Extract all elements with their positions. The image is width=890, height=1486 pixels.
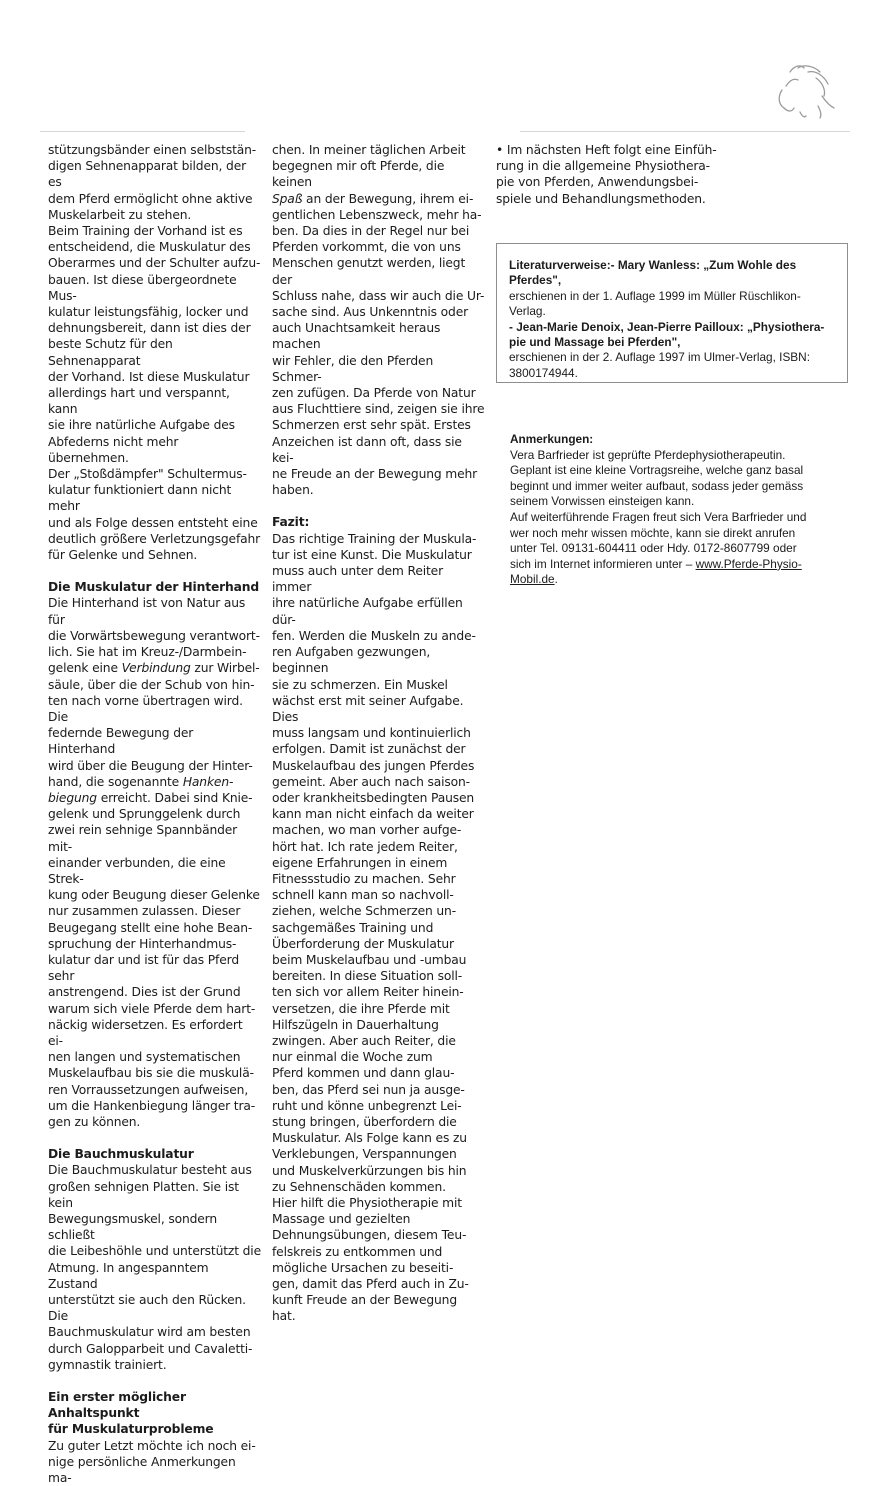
section-heading-hinterhand: Die Muskulatur der Hinterhand <box>48 580 260 595</box>
notes-body: Vera Barfrieder ist geprüfte Pferdephysiotherapeutin. Geplant ist eine kleine Vortragsreihe, welche ganz basal beginnt und immer weiter aufbaut, sodass jeder gemäss seinem Vorwissen einsteigen kann. Auf weiterführende Fragen freut sich Vera Barfrieder und wer noch mehr wissen möchte, kann sie direkt anrufen unter Tel. 09131-604411 oder Hdy. 0172-8607799 oder sich im Internet informieren unter – www.Pferde-Physio- Mobil.de. <box>510 447 807 587</box>
notes-section <box>510 432 840 588</box>
literature-ref-1-title: Literaturverweise:- Mary Wanless: „Zum Wohle des Pferdes", <box>509 258 797 288</box>
section-heading-fazit: Fazit: <box>272 515 310 530</box>
paragraph: Zu guter Letzt möchte ich noch ei- nige persönliche Anmerkungen ma- <box>48 1438 256 1486</box>
column-2 <box>272 142 485 1325</box>
literature-ref-1-details: erschienen in der 1. Auflage 1999 im Müller Rüschlikon- Verlag. <box>509 288 801 319</box>
literature-ref-2-details: erschienen in der 2. Auflage 1997 im Ulmer-Verlag, ISBN: 3800174944. <box>509 350 810 380</box>
website-link[interactable]: www.Pferde-Physio- Mobil.de <box>510 556 802 587</box>
header-rule-left <box>40 131 245 132</box>
horse-head-logo <box>760 62 840 124</box>
paragraph: Die Hinterhand ist von Natur aus für die Vorwärtsbewegung verantwort- lich. Sie hat im Kreuz-/Darmbein- gelenk eine Verbindung zur Wirbel- säule, über die der Schub von hin- ten nach vorne übertragen wird. Die federnde Bewegung der Hinterhand wird über die Beugung der Hinter- hand, die sogenannte Hanken- biegung erreicht. Dabei sind Knie- gelenk und Sprunggelenk durch zwei rein sehnige Spannbänder mit- einander verbunden, die eine Strek- kung oder Beugung dieser Gelenke nur zusammen zulassen. Dieser Beugegang stellt eine hohe Bean- spruchung der Hinterhandmus- kulatur dar und ist für das Pferd sehr anstrengend. Dies ist der Grund warum sich viele Pferde dem hart- näckig widersetzen. Es erfordert ei- nen langen und systematischen Muskelaufbau bis sie die muskulä- ren Vorraussetzungen aufweisen, um die Hankenbiegung länger tra- gen zu können. <box>48 596 260 1129</box>
column-3 <box>496 142 726 207</box>
notes-heading: Anmerkungen: <box>510 432 594 446</box>
paragraph: Die Bauchmuskulatur besteht aus großen sehnigen Platten. Sie ist kein Bewegungsmuskel, sondern schließt die Leibeshöhle und unterstützt die Atmung. In angespanntem Zustand unterstützt sie auch den Rücken. Die Bauchmuskulatur wird am besten durch Galopparbeit und Cavaletti- gymnastik trainiert. <box>48 1163 261 1372</box>
section-heading-bauchmuskulatur: Die Bauchmuskulatur <box>48 1147 194 1162</box>
header-rule-right <box>520 131 850 132</box>
section-heading-anhaltspunkt: Ein erster möglicher Anhaltspunkt für Muskulaturprobleme <box>48 1390 214 1437</box>
paragraph: chen. In meiner täglichen Arbeit begegnen mir oft Pferde, die keinen Spaß an der Bewegung, ihrem ei- gentlichen Lebenszweck, mehr ha- ben. Da dies in der Regel nur bei Pferden vorkommt, die von uns Menschen genutzt werden, liegt der Schluss nahe, dass wir auch die Ur- sache sind. Aus Unkenntnis oder auch Unachtsamkeit heraus machen wir Fehler, die den Pferden Schmer- zen zufügen. Da Pferde von Natur aus Fluchttiere sind, zeigen sie ihre Schmerzen erst sehr spät. Erstes Anzeichen ist dann oft, dass sie kei- ne Freude an der Bewegung mehr haben. <box>272 143 485 498</box>
paragraph: Das richtige Training der Muskula- tur ist eine Kunst. Die Muskulatur muss auch unter dem Reiter immer ihre natürliche Aufgabe erfüllen dür- fen. Werden die Muskeln zu ande- ren Aufgaben gezwungen, beginnen sie zu schmerzen. Ein Muskel wächst erst mit seiner Aufgabe. Dies muss langsam und kontinuierlich erfolgen. Damit ist zunächst der Muskelaufbau des jungen Pferdes gemeint. Aber auch nach saison- oder krankheitsbedingten Pausen kann man nicht einfach da weiter machen, wo man vorher aufge- hört hat. Ich rate jedem Reiter, eigene Erfahrungen in einem Fitnessstudio zu machen. Sehr schnell kann man so nachvoll- ziehen, welche Schmerzen un- sachgemäßes Training und Überforderung der Muskulatur beim Muskelaufbau und -umbau bereiten. In diese Situation soll- ten sich vor allem Reiter hinein- versetzen, die ihre Pferde mit Hilfszügeln in Dauerhaltung zwingen. Aber auch Reiter, die nur einmal die Woche zum Pferd kommen und dann glau- ben, das Pferd sei nun ja ausge- ruht und könne unbegrenzt Lei- stung bringen, überfordern die Muskulatur. Als Folge kann es zu Verklebungen, Verspannungen und Muskelverkürzungen bis hin zu Sehnenschäden kommen. Hier hilft die Physiotherapie mit Massage und gezielten Dehnungsübungen, diesem Teu- felskreis zu entkommen und mögliche Ursachen zu beseiti- gen, damit das Pferd auch in Zu- kunft Freude an der Bewegung hat. <box>272 531 477 1324</box>
column-1 <box>48 142 261 1486</box>
next-issue-note: • Im nächsten Heft folgt eine Einfüh- rung in die allgemeine Physiothera- pie von Pferden, Anwendungsbei- spiele und Behandlungsmethoden. <box>496 143 717 206</box>
literature-ref-2-title: - Jean-Marie Denoix, Jean-Pierre Pailloux: „Physiothera- pie und Massage bei Pferden", <box>509 319 825 350</box>
literature-box <box>496 243 848 383</box>
paragraph: stützungsbänder einen selbststän- digen Sehnenapparat bilden, der es dem Pferd ermöglicht ohne aktive Muskelarbeit zu stehen. Beim Training der Vorhand ist es entscheidend, die Muskulatur des Oberarmes und der Schulter aufzu- bauen. Ist diese übergeordnete Mus- kulatur leistungsfähig, locker und dehnungsbereit, dann ist dies der beste Schutz für den Sehnenapparat der Vorhand. Ist diese Muskulatur allerdings hart und verspannt, kann sie ihre natürliche Aufgabe des Abfederns nicht mehr übernehmen. Der „Stoßdämpfer" Schultermus- kulatur funktioniert dann nicht mehr und als Folge dessen entsteht eine deutlich größere Verletzungsgefahr für Gelenke und Sehnen. <box>48 143 261 563</box>
